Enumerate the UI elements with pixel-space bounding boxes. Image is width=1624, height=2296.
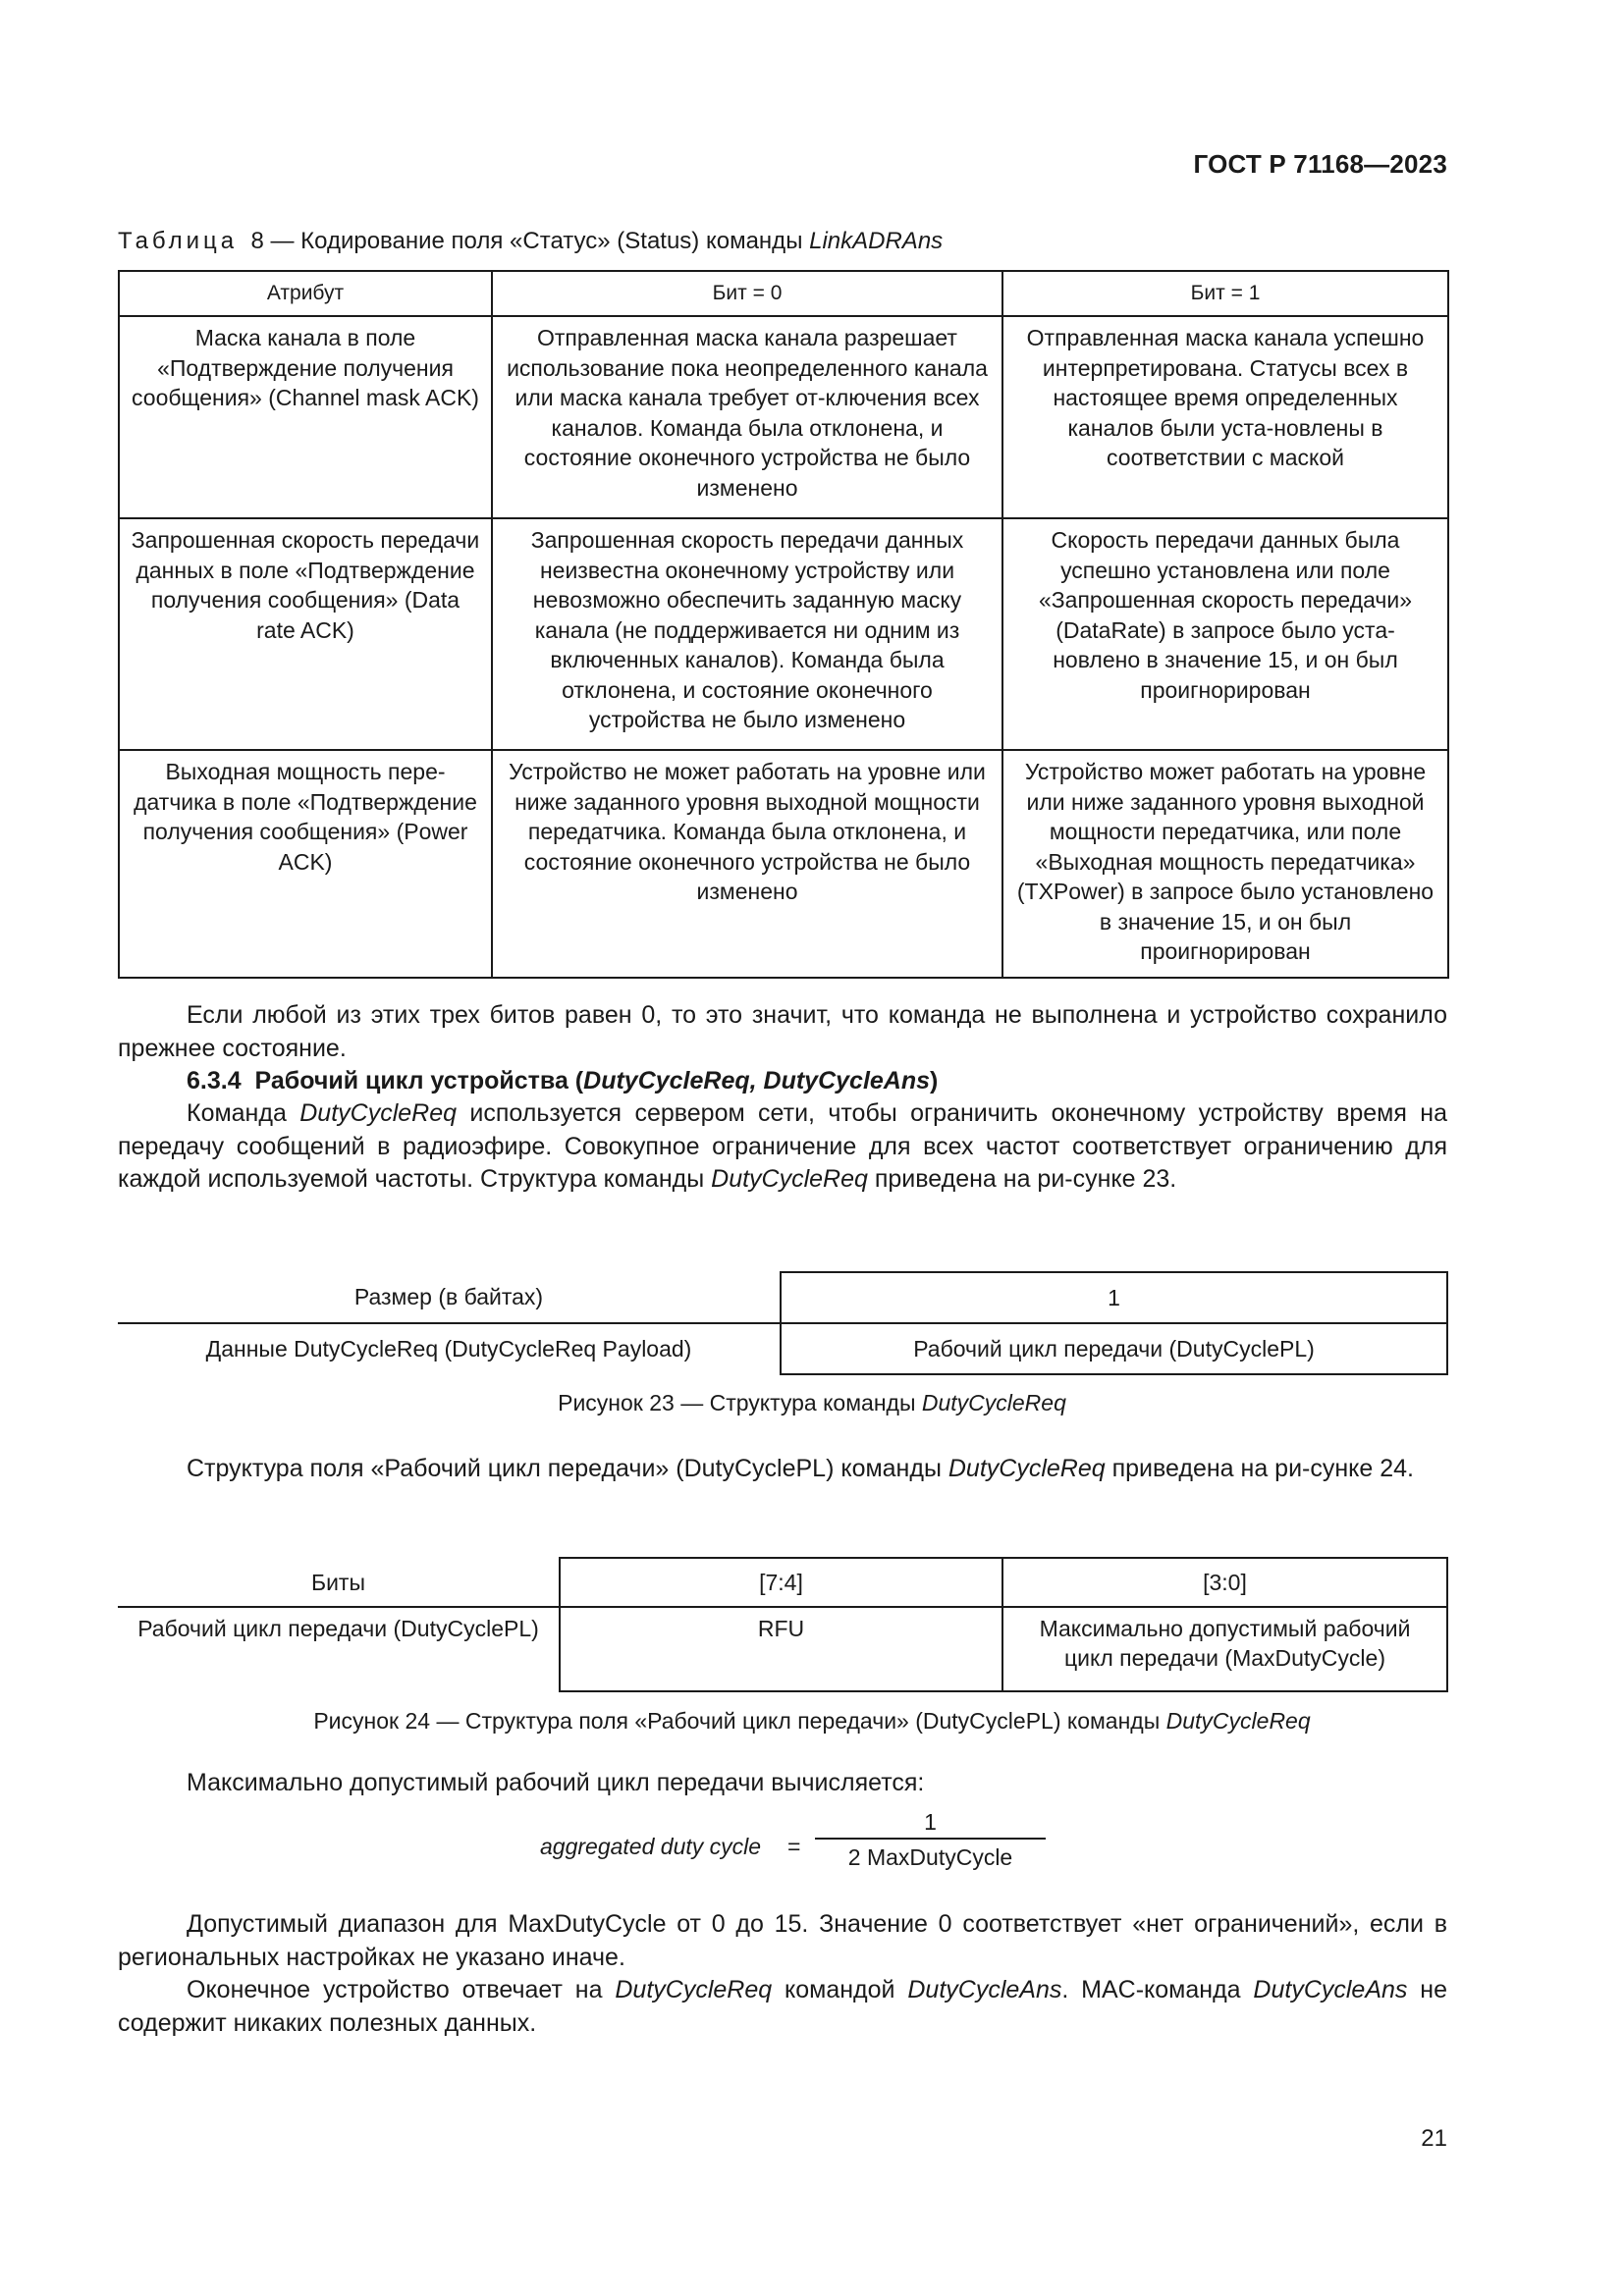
cell-bit1: Отправленная маска канала успешно интерпретирована. Статусы всех в настоящее время определенных каналов были уста-новлены в соответствии с маской (1002, 316, 1448, 518)
paragraph-range-text: Допустимый диапазон для MaxDutyCycle от 0 до 15. Значение 0 соответствует «нет ограничений», если в региональных настройках не указано иначе. (118, 1910, 1447, 1971)
table-caption-text: — Кодирование поля «Статус» (Status) команды (263, 228, 810, 254)
paragraph-dutycycleans (118, 1974, 1447, 2040)
table-row (119, 316, 1448, 518)
command-name: DutyCycleReq (947, 1455, 1106, 1482)
table-row (119, 518, 1448, 750)
column-header-attribute: Атрибут (119, 271, 492, 316)
table-number: 8 (250, 228, 264, 254)
text-run: Оконечное устройство отвечает на (187, 1976, 616, 2003)
cell-bit0: Отправленная маска канала разрешает использование пока неопределенного канала или маска канала требует от-ключения всех каналов. Команда была отклонена, и состояние оконечного устройства не было изменено (492, 316, 1002, 518)
size-label: Размер (в байтах) (118, 1272, 781, 1323)
command-name: DutyCycleAns (1253, 1976, 1408, 2003)
paragraph-max-duty-text: Максимально допустимый рабочий цикл передачи вычисляется: (187, 1769, 925, 1796)
section-heading (118, 1065, 1447, 1098)
column-header-bit1: Бит = 1 (1002, 271, 1448, 316)
column-header-bit0: Бит = 0 (492, 271, 1002, 316)
size-value: 1 (781, 1272, 1447, 1323)
figure-24-field-row (118, 1607, 1447, 1691)
bits-label: Биты (118, 1558, 560, 1607)
bits-low: [3:0] (1002, 1558, 1447, 1607)
table-caption-command: LinkADRAns (809, 228, 944, 254)
figure-caption-text: Рисунок 24 — Структура поля «Рабочий цикл передачи» (DutyCyclePL) команды (313, 1708, 1166, 1734)
command-name: DutyCycleAns (907, 1976, 1062, 2003)
figure-caption-command: DutyCycleReq (1165, 1708, 1311, 1734)
table-8-caption (118, 228, 943, 255)
payload-label: Данные DutyCycleReq (DutyCycleReq Payload) (118, 1323, 781, 1374)
text-run: используется сервером сети, чтобы ограничить оконечному устройству время на передачу сообщений в радиоэфире. Совокупное ограничение для всех частот соответствует ограничению для каждой используемой частоты. Структура команды (118, 1099, 1447, 1193)
table-row (119, 750, 1448, 978)
text-run: . MAC-команда (1061, 1976, 1254, 2003)
field-label: Рабочий цикл передачи (DutyCyclePL) (118, 1607, 560, 1691)
standard-header: ГОСТ Р 71168—2023 (1193, 149, 1447, 179)
payload-value: Рабочий цикл передачи (DutyCyclePL) (781, 1323, 1447, 1374)
section-title-end: ) (930, 1067, 939, 1095)
figure-23-table (118, 1271, 1448, 1375)
figure-caption-text: Рисунок 23 — Структура команды (558, 1390, 922, 1415)
section-title-commands: DutyCycleReq, DutyCycleAns (583, 1067, 931, 1095)
section-title: Рабочий цикл устройства ( (254, 1067, 584, 1095)
formula-denominator: 2 MaxDutyCycle (847, 1844, 1013, 1870)
table-header-row (119, 271, 1448, 316)
formula-numerator: 1 (924, 1809, 937, 1835)
cell-attribute: Выходная мощность пере-датчика в поле «Подтверждение получения сообщения» (Power ACK) (119, 750, 492, 978)
paragraph-dutycyclereq (118, 1097, 1447, 1197)
text-run: не содержит никаких полезных данных. (118, 1976, 1447, 2037)
paragraph-bits-note (118, 999, 1447, 1065)
command-name: DutyCycleReq (299, 1099, 458, 1127)
cell-attribute: Запрошенная скорость передачи данных в поле «Подтверждение получения сообщения» (Data rate ACK) (119, 518, 492, 750)
text-run: приведена на ри-сунке 24. (1105, 1455, 1414, 1482)
formula-fraction (815, 1806, 1046, 1873)
paragraph-bits-note-text: Если любой из этих трех битов равен 0, то это значит, что команда не выполнена и устройство сохранило прежнее состояние. (118, 1001, 1447, 1062)
figure-caption-command: DutyCycleReq (921, 1390, 1066, 1415)
status-field-table (118, 270, 1449, 979)
command-name: DutyCycleReq (711, 1165, 868, 1193)
bits-high: [7:4] (560, 1558, 1002, 1607)
figure-23-size-row (118, 1272, 1447, 1323)
paragraph-range (118, 1908, 1447, 1974)
figure-23-caption (0, 1390, 1624, 1416)
command-name: DutyCycleReq (615, 1976, 773, 2003)
figure-24-caption (0, 1708, 1624, 1735)
text-run: Структура поля «Рабочий цикл передачи» (DutyCyclePL) команды (187, 1455, 948, 1482)
field-maxdutycycle: Максимально допустимый рабочий цикл передачи (MaxDutyCycle) (1002, 1607, 1447, 1691)
formula-equals: = (787, 1834, 801, 1859)
formula-lhs: aggregated duty cycle (540, 1834, 762, 1859)
paragraph-dutycyclepl (118, 1453, 1447, 1486)
field-rfu: RFU (560, 1607, 1002, 1691)
paragraph-max-duty (118, 1767, 1447, 1800)
cell-bit1: Устройство может работать на уровне или ниже заданного уровня выходной мощности передатчика, или поле «Выходная мощность передатчика» (TXPower) в запросе было установлено в значение 15, и он был проигнорирован (1002, 750, 1448, 978)
section-number: 6.3.4 (187, 1067, 242, 1095)
text-run: командой (772, 1976, 908, 2003)
table-word: Таблица (118, 228, 239, 254)
page-number: 21 (1421, 2125, 1447, 2152)
cell-bit1: Скорость передачи данных была успешно установлена или поле «Запрошенная скорость передачи» (DataRate) в запросе было уста-новлено в значение 15, и он был проигнорирован (1002, 518, 1448, 750)
cell-bit0: Запрошенная скорость передачи данных неизвестна оконечному устройству или невозможно обеспечить заданную маску канала (не поддерживается ни одним из включенных каналов). Команда была отклонена, и состояние оконечного устройства не было изменено (492, 518, 1002, 750)
cell-attribute: Маска канала в поле «Подтверждение получения сообщения» (Channel mask ACK) (119, 316, 492, 518)
figure-24-table (118, 1557, 1448, 1692)
figure-24-bits-row (118, 1558, 1447, 1607)
text-run: приведена на ри-сунке 23. (867, 1165, 1177, 1193)
duty-cycle-formula (530, 1806, 1060, 1885)
text-run: Команда (187, 1099, 300, 1127)
cell-bit0: Устройство не может работать на уровне или ниже заданного уровня выходной мощности передатчика. Команда была отклонена, и состояние оконечного устройства не было изменено (492, 750, 1002, 978)
figure-23-payload-row (118, 1323, 1447, 1374)
